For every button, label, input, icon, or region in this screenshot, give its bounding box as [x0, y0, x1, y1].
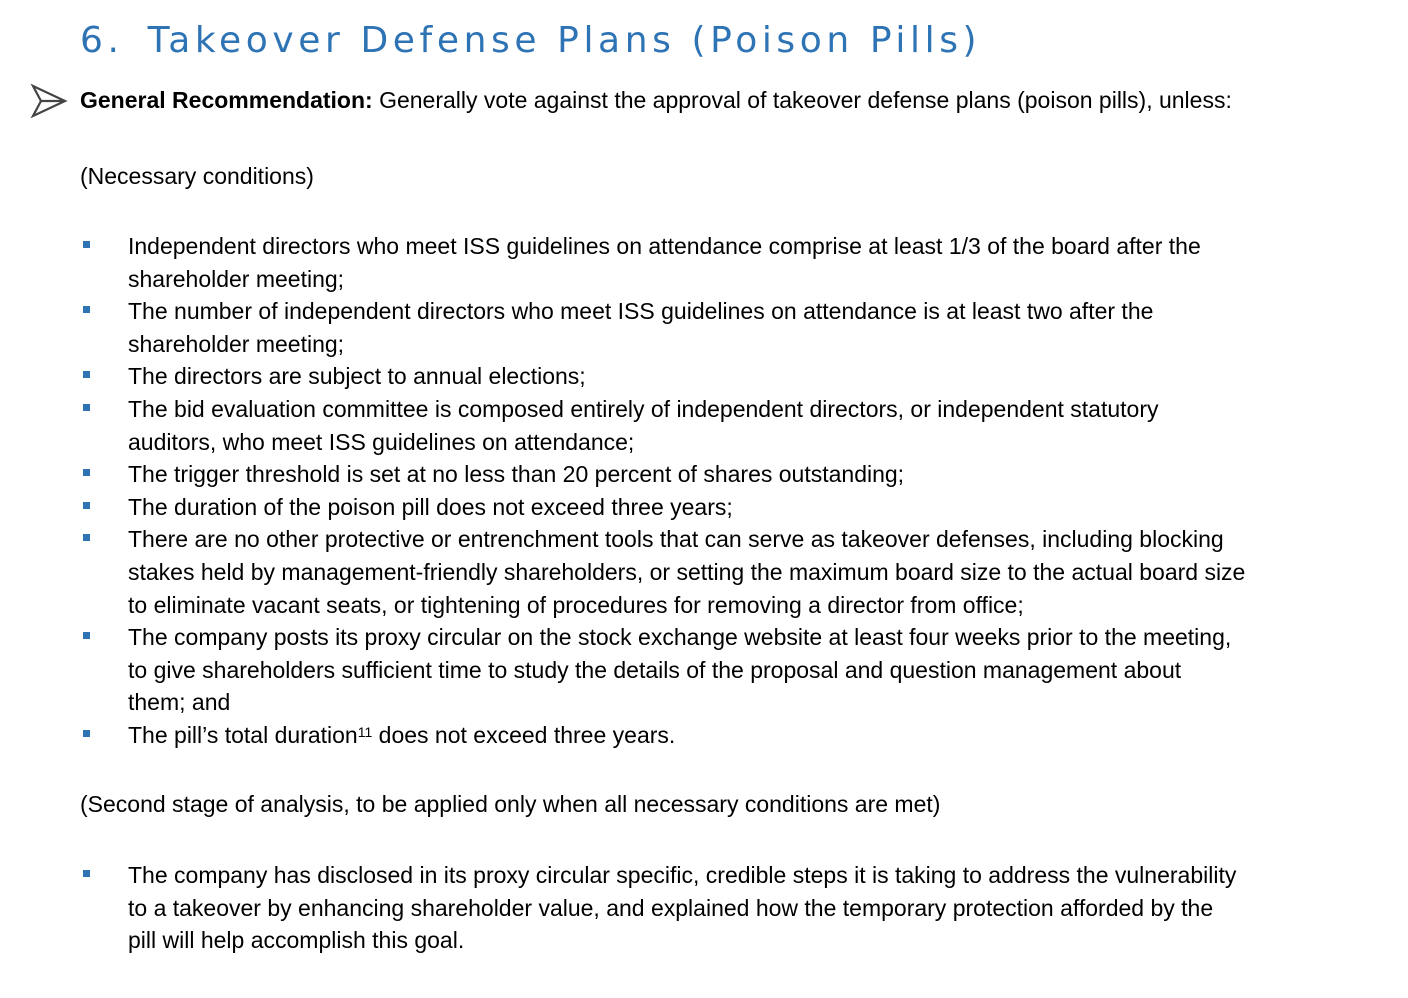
square-bullet-icon — [83, 241, 90, 248]
list-item — [0, 360, 1328, 393]
list-item-text — [128, 719, 1328, 752]
square-bullet-icon — [83, 502, 90, 509]
necessary-conditions-label: (Necessary conditions) — [80, 163, 314, 189]
footnote-reference[interactable]: 11 — [357, 723, 373, 740]
list-item-text — [128, 458, 1328, 491]
text-line: The duration of the poison pill does not exceed three years; — [128, 493, 733, 520]
list-item-text — [128, 859, 1328, 957]
text-fragment: The pill’s total duration — [128, 721, 358, 748]
list-item — [0, 491, 1328, 524]
list-item — [0, 859, 1328, 957]
recommendation-label: General Recommendation: — [80, 87, 373, 113]
text-line — [128, 719, 1328, 752]
text-line: shareholder meeting; — [128, 265, 345, 292]
list-item-text — [128, 360, 1328, 393]
text-line: auditors, who meet ISS guidelines on attendance; — [128, 428, 635, 455]
square-bullet-icon — [83, 469, 90, 476]
text-line: to a takeover by enhancing shareholder value, and explained how the temporary protection afforded by the — [128, 894, 1214, 921]
general-recommendation — [80, 84, 1232, 117]
list-item — [0, 719, 1328, 752]
text-line: them; and — [128, 689, 231, 716]
list-item-text — [128, 393, 1328, 458]
text-line: The bid evaluation committee is composed entirely of independent directors, or independent statutory — [128, 395, 1159, 422]
necessary-conditions-list — [0, 230, 1408, 752]
text-line: The trigger threshold is set at no less than 20 percent of shares outstanding; — [128, 461, 905, 488]
list-item — [0, 458, 1328, 491]
list-item — [0, 393, 1328, 458]
text-line: to eliminate vacant seats, or tightening of procedures for removing a director from office; — [128, 591, 1024, 618]
section-number: 6. — [80, 20, 124, 61]
list-item — [0, 523, 1328, 621]
list-item-text — [128, 491, 1328, 524]
second-stage-list — [0, 859, 1408, 957]
text-line: pill will help accomplish this goal. — [128, 927, 465, 954]
list-item — [0, 230, 1328, 295]
text-line: stakes held by management-friendly shareholders, or setting the maximum board size to the actual board size — [128, 558, 1246, 585]
text-line: shareholder meeting; — [128, 330, 345, 357]
list-item — [0, 621, 1328, 719]
square-bullet-icon — [83, 870, 90, 877]
recommendation-text: Generally vote against the approval of takeover defense plans (poison pills), unless: — [372, 87, 1232, 113]
square-bullet-icon — [83, 371, 90, 378]
section-heading — [80, 16, 981, 66]
list-item-text — [128, 523, 1328, 621]
square-bullet-icon — [83, 632, 90, 639]
list-item — [0, 295, 1328, 360]
text-line: The company has disclosed in its proxy circular specific, credible steps it is taking to address the vulnerability — [128, 862, 1237, 888]
text-line: There are no other protective or entrenchment tools that can serve as takeover defenses, including blocking — [128, 526, 1224, 553]
square-bullet-icon — [83, 534, 90, 541]
text-line: The number of independent directors who meet ISS guidelines on attendance is at least two after the — [128, 298, 1154, 325]
text-line: The directors are subject to annual elections; — [128, 363, 586, 390]
text-line: to give shareholders sufficient time to study the details of the proposal and question management about — [128, 656, 1182, 683]
text-fragment: does not exceed three years. — [372, 721, 676, 748]
section-title: Takeover Defense Plans (Poison Pills) — [147, 20, 982, 61]
list-item-text — [128, 230, 1328, 295]
square-bullet-icon — [83, 306, 90, 313]
text-line: The company posts its proxy circular on the stock exchange website at least four weeks prior to the meeting, — [128, 624, 1232, 651]
second-stage-label: (Second stage of analysis, to be applied only when all necessary conditions are met) — [80, 791, 941, 817]
list-item-text — [128, 621, 1328, 719]
square-bullet-icon — [83, 404, 90, 411]
paper-plane-outline-icon — [29, 80, 69, 122]
square-bullet-icon — [83, 730, 90, 737]
text-line: Independent directors who meet ISS guidelines on attendance comprise at least 1/3 of the board after the — [128, 233, 1201, 259]
list-item-text — [128, 295, 1328, 360]
